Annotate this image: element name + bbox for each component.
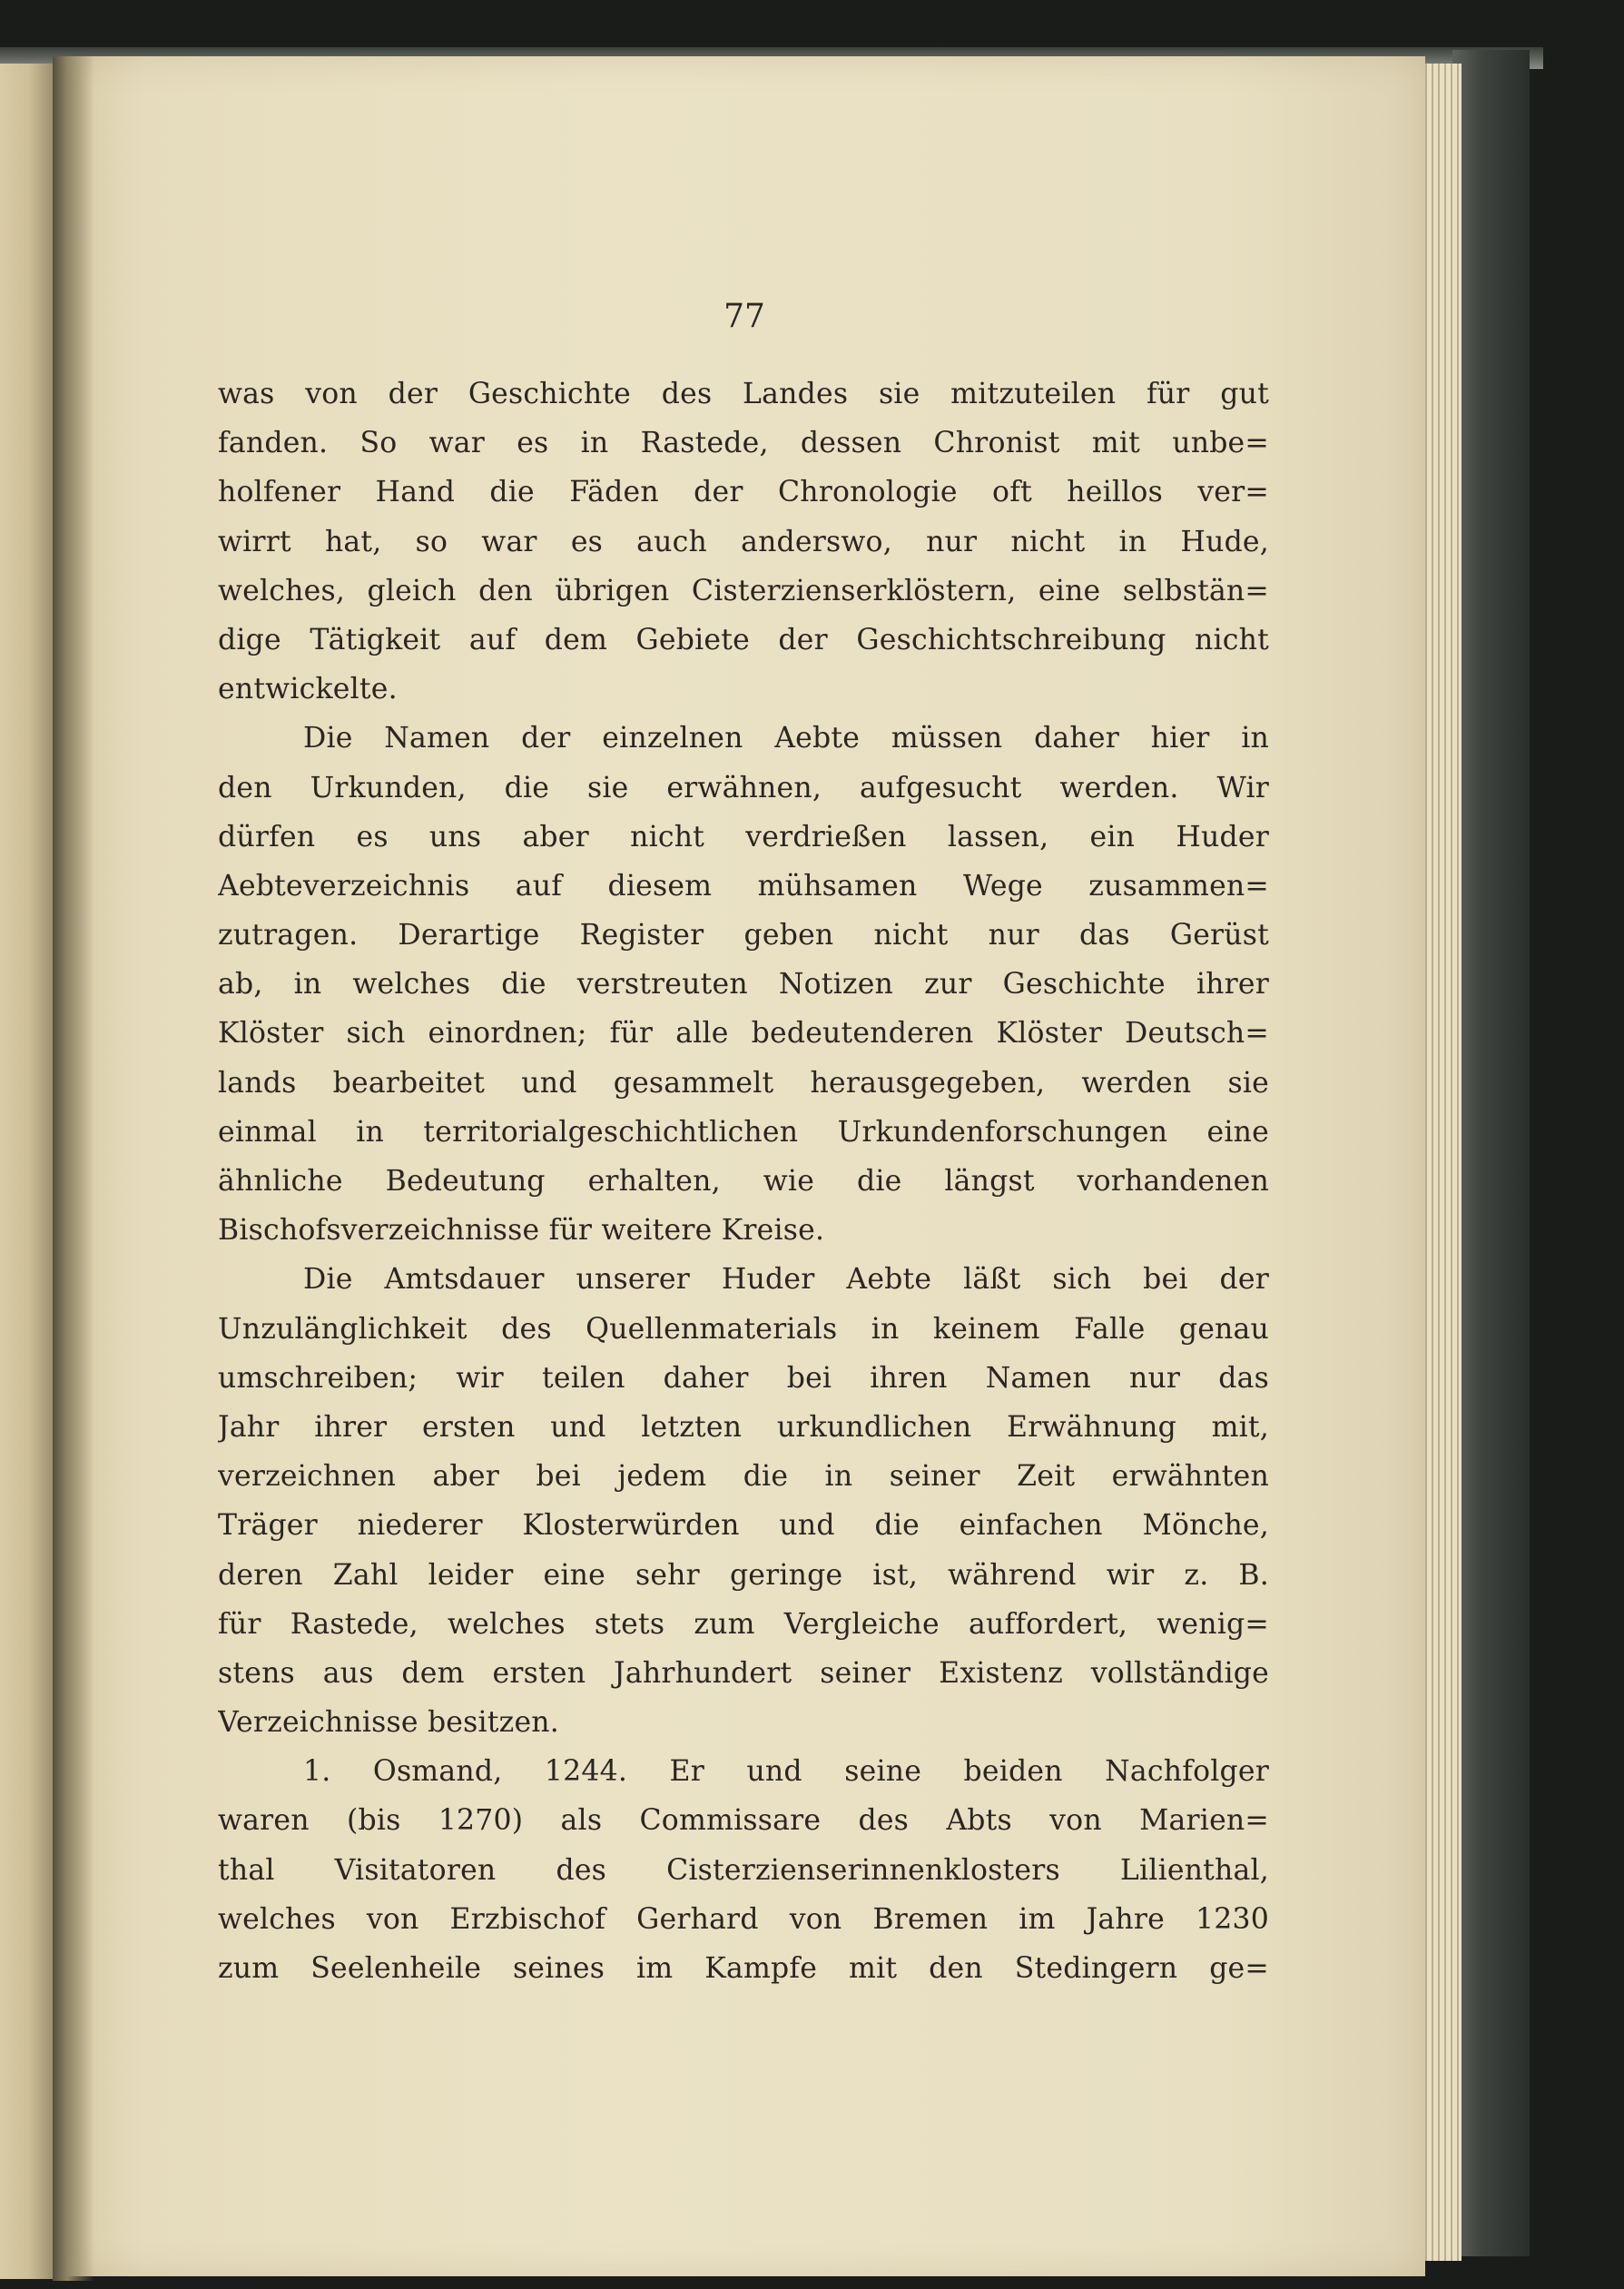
- text-line: entwickelte.: [218, 673, 398, 706]
- text-line: waren (bis 1270) als Commissare des Abts von Marien=: [218, 1804, 1269, 1838]
- text-line: stens aus dem ersten Jahrhundert seiner Existenz vollständige: [218, 1656, 1269, 1690]
- book-cover-board: [1452, 50, 1530, 2256]
- text-line: ab, in welches die verstreuten Notizen zur Geschichte ihrer: [218, 968, 1269, 1001]
- text-line: 1. Osmand, 1244. Er und seine beiden Nachfolger: [303, 1755, 1269, 1789]
- text-line: Träger niederer Klosterwürden und die einfachen Mönche,: [218, 1509, 1269, 1543]
- text-line: Klöster sich einordnen; für alle bedeutenderen Klöster Deutsch=: [218, 1017, 1269, 1051]
- text-line: wirrt hat, so war es auch anderswo, nur nicht in Hude,: [218, 525, 1269, 558]
- text-line: welches, gleich den übrigen Cisterzienserklöstern, eine selbstän=: [218, 574, 1269, 607]
- text-line: thal Visitatoren des Cisterzienserinnenklosters Lilienthal,: [218, 1853, 1269, 1887]
- left-page-edge: [0, 64, 53, 2279]
- text-line: Jahr ihrer ersten und letzten urkundlichen Erwähnung mit,: [218, 1410, 1269, 1444]
- text-line: einmal in territorialgeschichtlichen Urkundenforschungen eine: [218, 1115, 1269, 1149]
- book-page: [64, 56, 1425, 2276]
- text-line: verzeichnen aber bei jedem die in seiner Zeit erwähnten: [218, 1460, 1269, 1494]
- text-line: Verzeichnisse besitzen.: [218, 1706, 559, 1740]
- page-number: 77: [723, 298, 765, 335]
- text-line: dürfen es uns aber nicht verdrießen lassen, ein Huder: [218, 820, 1269, 853]
- text-line: holfener Hand die Fäden der Chronologie oft heillos ver=: [218, 476, 1269, 509]
- text-line: Unzulänglichkeit des Quellenmaterials in keinem Falle genau: [218, 1312, 1269, 1346]
- text-line: ähnliche Bedeutung erhalten, wie die längst vorhandenen: [218, 1165, 1269, 1198]
- text-line: fanden. So war es in Rastede, dessen Chronist mit unbe=: [218, 427, 1269, 460]
- body-text: [218, 370, 1269, 1993]
- text-line: Die Namen der einzelnen Aebte müssen daher hier in: [303, 722, 1269, 755]
- text-line: deren Zahl leider eine sehr geringe ist, während wir z. B.: [218, 1558, 1269, 1592]
- text-line: Bischofsverzeichnisse für weitere Kreise.: [218, 1214, 825, 1248]
- text-line: Aebteverzeichnis auf diesem mühsamen Wege zusammen=: [218, 869, 1269, 903]
- text-line: umschreiben; wir teilen daher bei ihren Namen nur das: [218, 1361, 1269, 1395]
- gutter-shadow: [53, 56, 94, 2281]
- text-line: welches von Erzbischof Gerhard von Bremen im Jahre 1230: [218, 1902, 1269, 1936]
- text-line: lands bearbeitet und gesammelt herausgegeben, werden sie: [218, 1066, 1269, 1100]
- text-line: dige Tätigkeit auf dem Gebiete der Geschichtschreibung nicht: [218, 623, 1269, 656]
- text-line: zutragen. Derartige Register geben nicht nur das Gerüst: [218, 919, 1269, 952]
- text-line: Die Amtsdauer unserer Huder Aebte läßt sich bei der: [303, 1263, 1269, 1297]
- text-line: den Urkunden, die sie erwähnen, aufgesucht werden. Wir: [218, 771, 1269, 804]
- text-line: was von der Geschichte des Landes sie mitzuteilen für gut: [218, 378, 1269, 410]
- text-line: zum Seelenheile seines im Kampfe mit den Stedingern ge=: [218, 1952, 1269, 1985]
- text-line: für Rastede, welches stets zum Vergleiche auffordert, wenig=: [218, 1607, 1269, 1641]
